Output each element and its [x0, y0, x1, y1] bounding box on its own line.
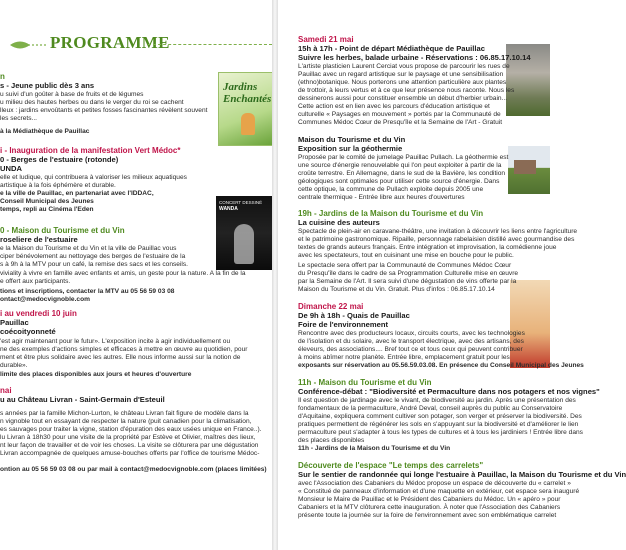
right-text: pratiques permettent de régénérer les sols en s'appuyant sur la biodiversité et d'améliorer le lien [298, 421, 579, 428]
book-child-illustration [241, 113, 255, 135]
right-heading-7: La cuisine des auteurs [298, 218, 380, 227]
right-text: Spectacle de plein-air en caravane-théâtre, une invitation à découvrir les liens entre l'agriculture [298, 228, 578, 235]
left-text: u milieu des hautes herbes ou dans le verger du roi se cachent [0, 99, 184, 106]
book-title-2: Enchantés [223, 93, 272, 105]
right-text: permaculture peut s'adapter à tous les types de cultures et à tous les jardiniers ! Entrée libre dans [298, 429, 583, 436]
left-heading-i: Pauillac [0, 318, 29, 327]
programme-title: PROGRAMME [50, 33, 170, 52]
left-text: u suivi d'un goûter à base de fruits et de légumes [0, 91, 144, 98]
geothermal-house-photo [508, 146, 550, 194]
left-text: e offert aux participants. [0, 278, 71, 285]
right-heading-13: Découverte de l'espace "Le temps des carrelets" [298, 461, 484, 470]
left-text: s à 9h à la MTV pour un café, la remise des sacs et les conseils. [0, 261, 189, 268]
left-heading-h: i au vendredi 10 juin [0, 309, 77, 318]
left-text: viviality à vivre en famille avec enfants et amis, un geste pour la nature. A la fin de la [0, 270, 246, 277]
right-text: et le patrimoine gastronomique. Ripaille, personnage rabelaisien distillé avec gourmandise des [298, 236, 575, 243]
right-heading-9: De 9h à 18h - Quais de Pauillac [298, 311, 410, 320]
left-text: Conseil Municipal des Jeunes [0, 198, 94, 205]
right-text: par la Semaine de l'Art. Il sera suivi d'une dégustation de vins offerte par la [298, 278, 517, 285]
right-text: croûte terrestre. En Allemagne, dans le sud de la Bavière, les condition [298, 170, 506, 177]
left-text: elle et ludique, qui contribuera à valoriser les milieux aquatiques [0, 174, 187, 181]
right-heading-1: Samedi 21 mai [298, 35, 354, 44]
right-text: Communes Médoc Cœur de Presqu'île et la Semaine de l'Art - Gratuit [298, 119, 503, 126]
left-text: es sauvages pour traiter la vigne, station d'épuration des eaux usées unique en France..). [0, 426, 262, 433]
left-heading-g: roseliere de l'estuaire [0, 235, 78, 244]
house-shape [514, 160, 536, 174]
right-text: cette optique, la commune de Pullach exploite depuis 2005 une [298, 186, 484, 193]
left-heading-d: 0 - Berges de l'estuaire (rotonde) [0, 155, 119, 164]
left-text: Livran accompagnée de quelques amuse-bouches offerts par l'office de tourisme Médoc- [0, 450, 260, 457]
right-heading-11: 11h - Maison du Tourisme et du Vin [298, 378, 432, 387]
concert-poster-image [216, 196, 272, 270]
left-text: e la ville de Pauillac, en partenariat avec l'IDDAC, [0, 190, 154, 197]
left-text: à la Médiathèque de Pauillac [0, 128, 90, 135]
right-text: géologiques sont optimales pour utiliser cette source d'énergie. Dans [298, 178, 500, 185]
caravan-poster-image [510, 280, 550, 368]
right-text: fondamentaux de la permaculture, André Deval, conseil auprès du public au Conservatoire [298, 405, 563, 412]
right-text: Cabaniers et la MTV clôturera cette inauguration. À noter que l'Association des Cabaniers [298, 504, 561, 511]
left-text: 'est agir maintenant pour le futur». L'exposition incite à agir individuellement ou [0, 338, 231, 345]
right-page [278, 0, 626, 550]
right-text: « Constitué de panneaux d'information et d'une maquette en extérieur, cet espace sera inauguré [298, 488, 580, 495]
right-text: Monsieur le Maire de Pauillac et le Président des Cabaniers du Médoc. Un « apéro » pour [298, 496, 561, 503]
right-text: (ethno)botanique. Nous porterons une attention particulière aux plantes [298, 79, 507, 86]
left-heading-b: s - Jeune public dès 3 ans [0, 81, 95, 90]
book-title-1: Jardins [223, 81, 258, 93]
right-text: Cette action est en lien avec les parcours d'éducation artistique et [298, 103, 490, 110]
right-text: d'Aquitaine, expliquera comment cultiver son potager, son verger et préserver la biodiversité. Des [298, 413, 582, 420]
left-text: nt leur façon de travailler et de voir les choses. La visite se clôturera par une dégustation [0, 442, 259, 449]
right-text: Rencontre avec des producteurs locaux, circuits courts, avec les technologies [298, 330, 525, 337]
poster-line-1: CONCERT DESSINÉ [219, 200, 263, 205]
right-text: exposants sur réservation au 05.56.59.03.08. En présence du Conseil Municipal des Jeunes [298, 362, 584, 369]
right-text: 11h - Jardins de la Maison du Tourisme et du Vin [298, 445, 451, 452]
left-page [0, 0, 272, 550]
left-text: les secrets... [0, 115, 38, 122]
right-text: une source d'énergie renouvelable qui l'on peut exploiter à partir de la [298, 162, 502, 169]
right-heading-10: Foire de l'environnement [298, 320, 388, 329]
left-text: lu Livran à 18h30 pour une visite de la propriété par Estève et Olivier, maîtres des lieux, [0, 434, 256, 441]
left-text: ciper bénévolement au nettoyage des berges de l'estuaire de la [0, 253, 186, 260]
left-text: lleux : jardins envoûtants et petites fosses fascinantes révèlent souvent [0, 107, 208, 114]
right-text: Il est question de jardinage avec le vivant, de biodiversité au jardin. Après une présentation des [298, 397, 576, 404]
right-text: de trottoir, à leurs vertus et à ce que leur présence nous raconte. Nous les [298, 87, 515, 94]
left-text: limite des places disponibles aux jours et heures d'ouverture [0, 371, 192, 378]
right-heading-14: Sur le sentier de randonnée qui longe l'estuaire à Pauillac, la Maison du Tourisme et du Vin [298, 470, 626, 479]
left-text: temps, repli au Cinéma l'Eden [0, 206, 94, 213]
left-heading-j: coécoityonneté [0, 327, 56, 336]
left-heading-l: u au Château Livran - Saint-Germain d'Esteuil [0, 395, 165, 404]
left-text: e la Maison du Tourisme et du Vin et la ville de Pauillac vous [0, 245, 177, 252]
right-heading-5: Exposition sur la géothermie [298, 144, 403, 153]
poster-figure [234, 224, 254, 264]
right-text: L'artiste plasticien Laurent Cerciat vous propose de parcourir les rues de [298, 63, 510, 70]
right-text: centrale thermique - Entrée libre aux heures d'ouvertures [298, 194, 465, 201]
right-heading-4: Maison du Tourisme et du Vin [298, 135, 406, 144]
left-text: s années par la famille Michon-Lurton, le château Livran fait figure de modèle dans la [0, 410, 249, 417]
left-text: ontact@medocvignoble.com [0, 296, 90, 303]
left-heading-k: nai [0, 386, 12, 395]
book-cover-image [218, 72, 274, 146]
right-text: Le spectacle sera offert par la Communauté de Communes Médoc Cœur [298, 262, 512, 269]
poster-line-2: WANDA [219, 206, 238, 212]
right-text: textes de grands auteurs français. Entre intégration et improvisation, la comédienne joue [298, 244, 557, 251]
left-heading-f: 0 - Maison du Tourisme et du Vin [0, 226, 125, 235]
left-text: n vignoble tout en essayant de respecter la nature (puit canadien pour la climatisation, [0, 418, 252, 425]
right-text: avec les spectateurs, tout en cuisinant une mise en bouche pour le public. [298, 252, 514, 259]
right-text: à moins abîmer notre planète. Entrée libre, emplacement gratuit pour les [298, 354, 510, 361]
left-text: tions et inscriptions, contacter la MTV au 05 56 59 03 08 [0, 288, 175, 295]
left-text: durable». [0, 362, 28, 369]
left-heading-e: UNDA [0, 164, 22, 173]
right-heading-2: 15h à 17h - Point de départ Médiathèque de Pauillac [298, 44, 485, 53]
right-text: dessinerons aussi pour constituer ensemble un début d'herbier urbain... [298, 95, 508, 102]
title-rule [148, 44, 272, 45]
right-text: avec l'Association des Cabaniers du Médoc propose un espace de découverte du « carrelet » [298, 480, 571, 487]
right-text: culturelle « Paysages en mouvement » portés par la Communauté de [298, 111, 501, 118]
leaf-ornament-icon [8, 38, 48, 52]
right-heading-6: 19h - Jardins de la Maison du Tourisme et du Vin [298, 209, 484, 218]
right-heading-8: Dimanche 22 mai [298, 302, 364, 311]
right-heading-12: Conférence-débat : "Biodiversité et Permaculture dans nos potagers et nos vignes" [298, 387, 600, 396]
left-text: ment et être plus solidaire avec les autres. Elle nous informe aussi sur la notion de [0, 354, 241, 361]
right-text: de l'isolation et du solaire, avec le transport électrique, avec des artisans, des [298, 338, 524, 345]
left-text: artistique à la fois éphémère et durable. [0, 182, 116, 189]
right-text: du Presqu'île dans le cadre de sa Programmation Culturelle mise en œuvre [298, 270, 519, 277]
right-text: présente toute la journée sur la foire de l'environnement avec son emblématique carrelet [298, 512, 557, 519]
right-text: éleveurs, des associations.... Bref tout ce et tous ceux qui peuvent contribuer [298, 346, 523, 353]
right-heading-3: Suivre les herbes, balade urbaine - Réservations : 06.85.17.10.14 [298, 53, 531, 62]
right-text: des places disponibles [298, 437, 365, 444]
right-text: Proposée par le comité de jumelage Pauillac Pullach. La géothermie est [298, 154, 509, 161]
left-text: ne des exemples d'actions simples et efficaces à mettre en œuvre au quotidien, pour [0, 346, 248, 353]
left-heading-a: n [0, 72, 5, 81]
right-text: Maison du Tourisme et du Vin. Gratuit. Plus d'infos : 06.85.17.10.14 [298, 286, 495, 293]
left-text: ontion au 05 56 59 03 08 ou par mail à contact@medocvignoble.com (places limitées) [0, 466, 267, 473]
left-heading-c: i - Inauguration de la manifestation Vert Médoc* [0, 146, 181, 155]
right-text: Pauillac avec un regard artistique sur le paysage et une sensibilisation [298, 71, 504, 78]
